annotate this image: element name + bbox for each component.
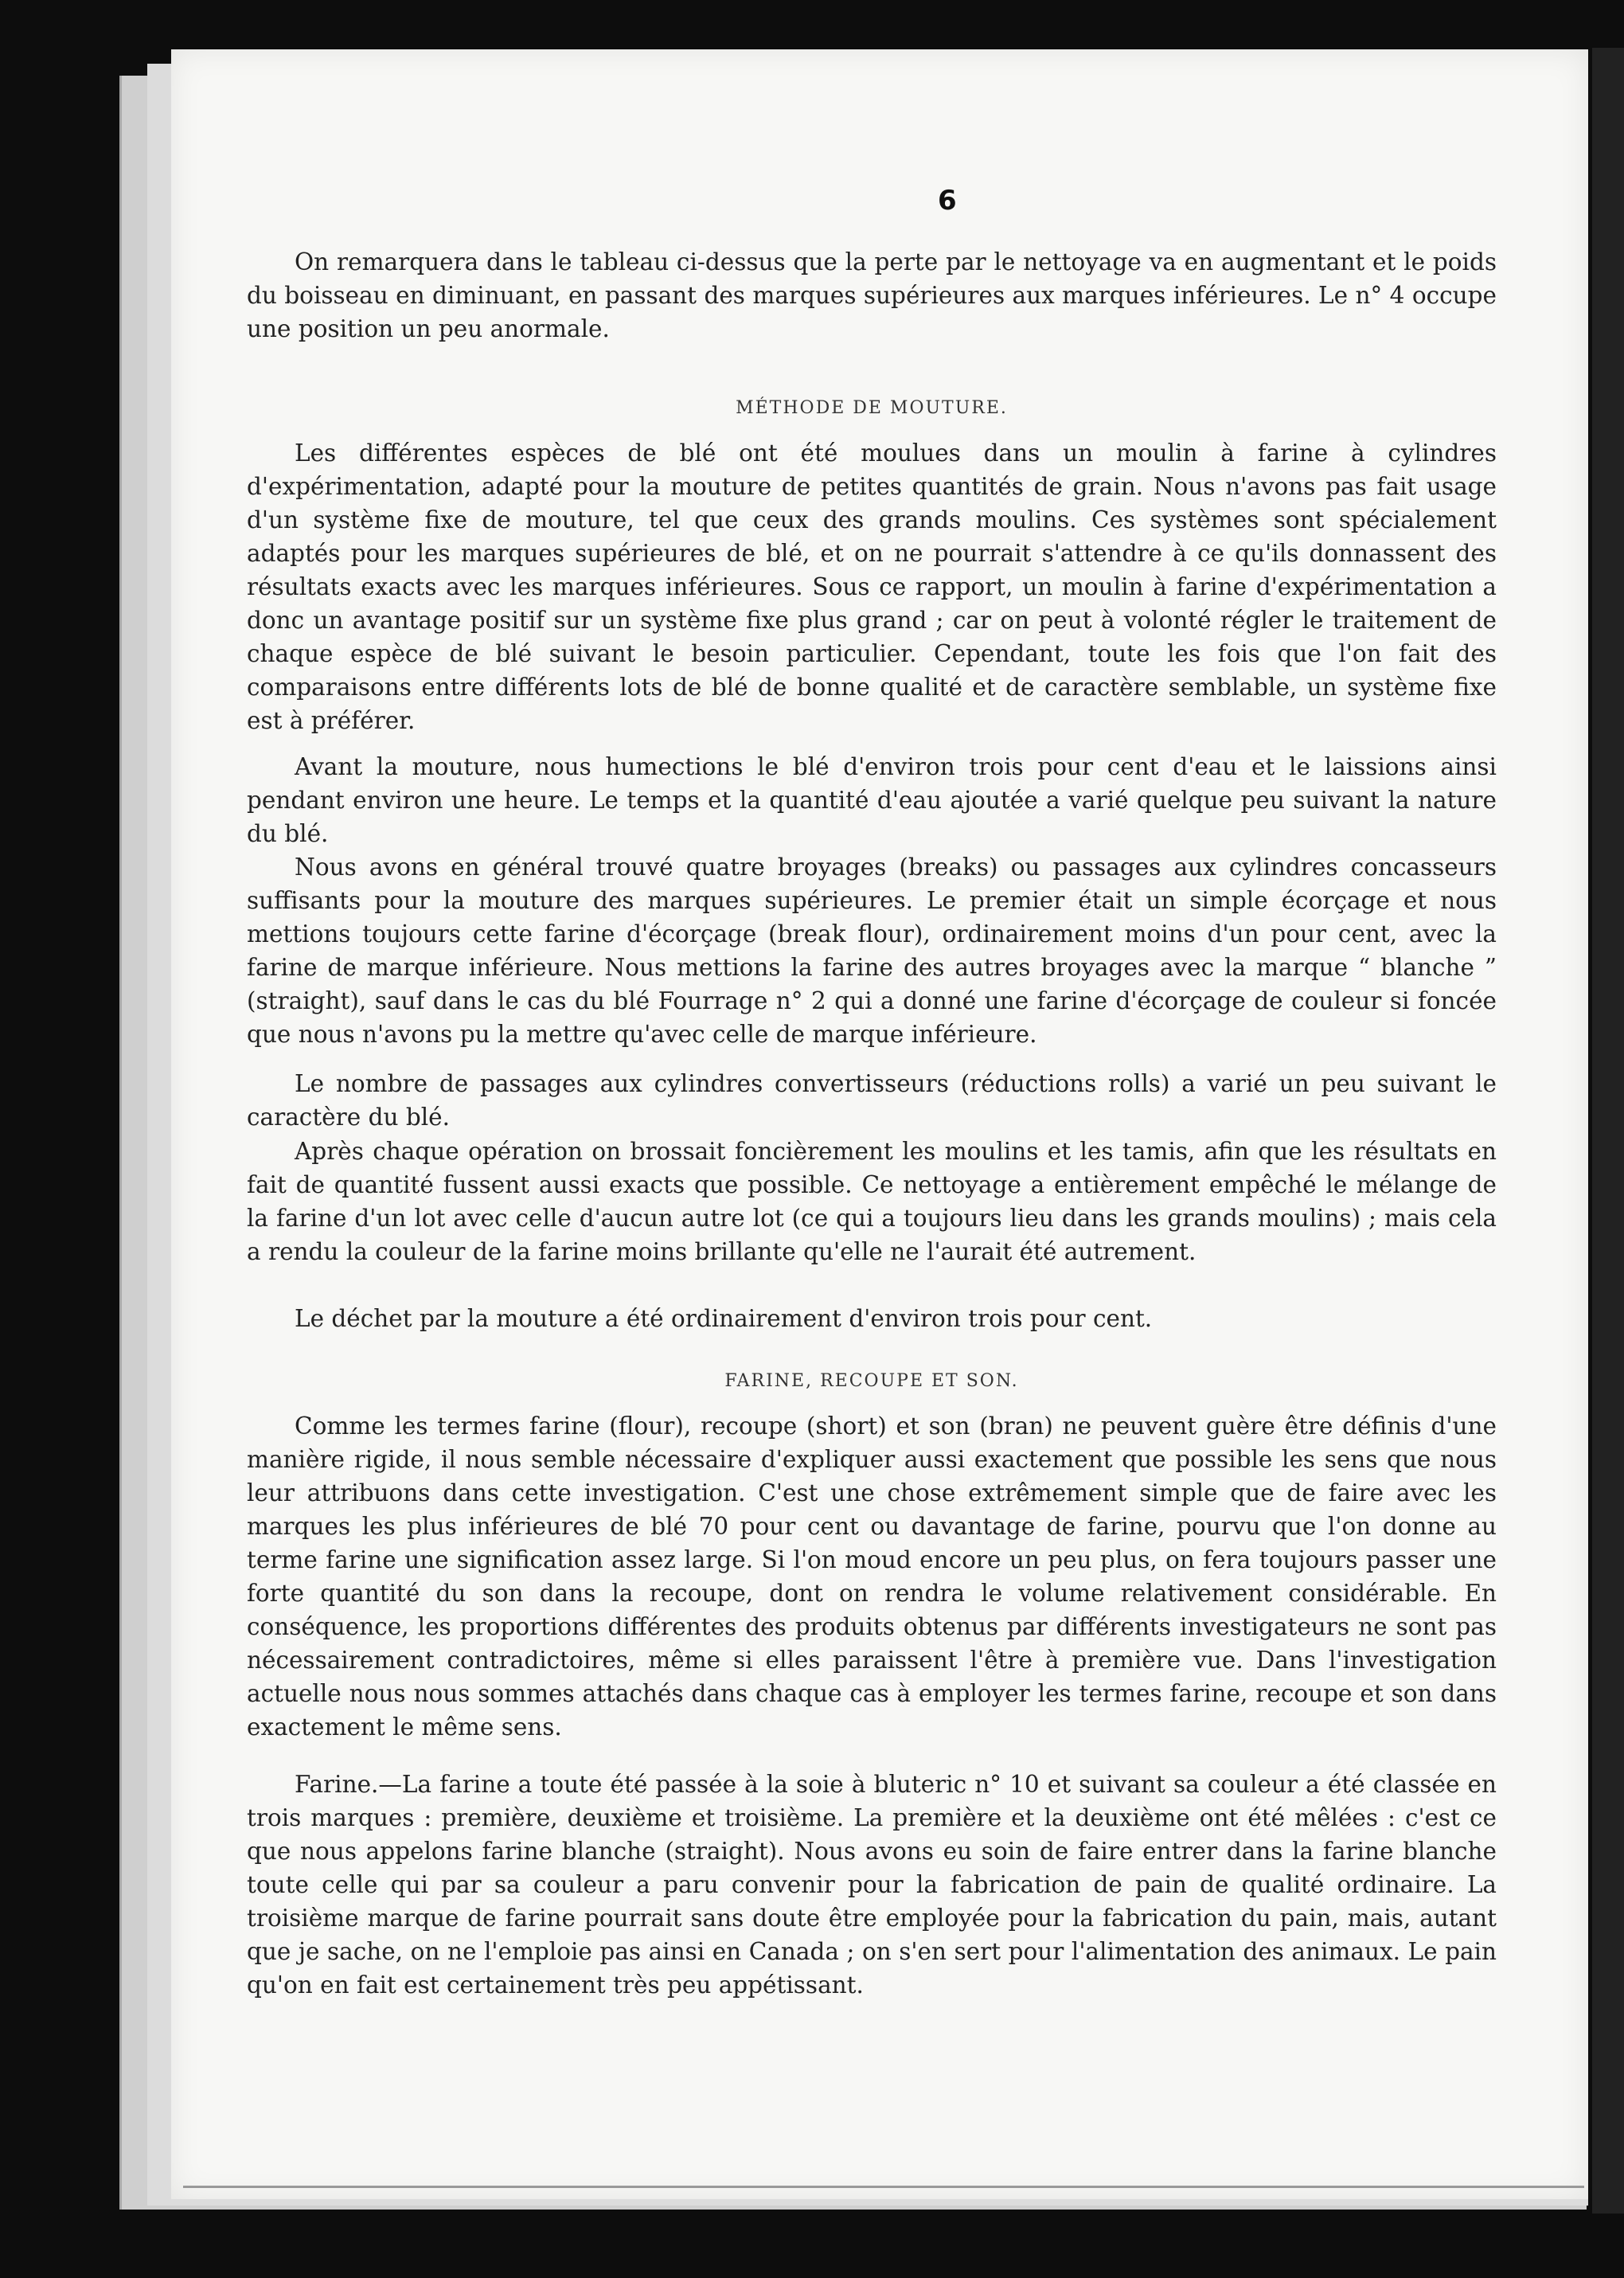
paragraph: Le déchet par la mouture a été ordinairement d'environ trois pour cent. bbox=[295, 1305, 1153, 1332]
page-bottom-edge bbox=[183, 2186, 1584, 2188]
section-heading-methode: MÉTHODE DE MOUTURE. bbox=[736, 398, 1008, 418]
book-spine bbox=[1592, 48, 1624, 2214]
page-number: 6 bbox=[938, 185, 957, 217]
intro-paragraph: On remarquera dans le tableau ci-dessus que la perte par le nettoyage va en augmentant et le poids du boisseau en diminuant, en passant des marques supérieures aux marques inférieures. Le n° 4 occupe une position un peu anormale. bbox=[247, 248, 1497, 342]
paragraph: Après chaque opération on brossait foncièrement les moulins et les tamis, afin que les résultats en fait de quantité fussent aussi exacts que possible. Ce nettoyage a entièrement empêché le mélange de la farine d'un lot avec celle d'aucun autre lot (ce qui a toujours lieu dans les grands moulins) ; mais cela a rendu la couleur de la farine moins brillante qu'elle ne l'aurait été autrement. bbox=[247, 1138, 1497, 1265]
paragraph: Les différentes espèces de blé ont été moulues dans un moulin à farine à cylindres d'expérimentation, adapté pour la mouture de petites quantités de grain. Nous n'avons pas fait usage d'un système fixe de mouture, tel que ceux des grands moulins. Ces systèmes sont spécialement adaptés pour les marques supérieures de blé, et on ne pourrait s'attendre à ce qu'ils donnassent des résultats exacts avec les marques inférieures. Sous ce rapport, un moulin à farine d'expérimentation a donc un avantage positif sur un système fixe plus grand ; car on peut à volonté régler le traitement de chaque espèce de blé suivant le besoin particulier. Cependant, toute les fois que l'on fait des comparaisons entre différents lots de blé de bonne qualité et de caractère semblable, un système fixe est à préférer. bbox=[247, 440, 1497, 734]
paragraph: Comme les termes farine (flour), recoupe (short) et son (bran) ne peuvent guère être définis d'une manière rigide, il nous semble nécessaire d'expliquer aussi exactement que possible les sens que nous leur attribuons dans cette investigation. C'est une chose extrêmement simple que de faire avec les marques les plus inférieures de blé 70 pour cent ou davantage de farine, pourvu que l'on donne au terme farine une signification assez large. Si l'on moud encore un peu plus, on fera toujours passer une forte quantité du son dans la recoupe, dont on rendra le volume relativement considérable. En conséquence, les proportions différentes des produits obtenus par différents investigateurs ne sont pas nécessairement contradictoires, même si elles paraissent l'être à première vue. Dans l'investigation actuelle nous nous sommes attachés dans chaque cas à employer les termes farine, recoupe et son dans exactement le même sens. bbox=[247, 1413, 1497, 1741]
paragraph: Farine.—La farine a toute été passée à la soie à bluteric n° 10 et suivant sa couleur a été classée en trois marques : première, deuxième et troisième. La première et la deuxième ont été mêlées : c'est ce que nous appelons farine blanche (straight). Nous avons eu soin de faire entrer dans la farine blanche toute celle qui par sa couleur a paru convenir pour la fabrication de pain de qualité ordinaire. La troisième marque de farine pourrait sans doute être employée pour la fabrication du pain, mais, autant que je sache, on ne l'emploie pas ainsi en Canada ; on s'en sert pour l'alimentation des animaux. Le pain qu'on en fait est certainement très peu appétissant. bbox=[247, 1771, 1497, 1999]
paragraph: Nous avons en général trouvé quatre broyages (breaks) ou passages aux cylindres concasseurs suffisants pour la mouture des marques supérieures. Le premier était un simple écorçage et nous mettions toujours cette farine d'écorçage (break flour), ordinairement moins d'un pour cent, avec la farine de marque inférieure. Nous mettions la farine des autres broyages avec la marque “ blanche ” (straight), sauf dans le cas du blé Fourrage n° 2 qui a donné une farine d'écorçage de couleur si foncée que nous n'avons pu la mettre qu'avec celle de marque inférieure. bbox=[247, 854, 1497, 1048]
paragraph: Le nombre de passages aux cylindres convertisseurs (réductions rolls) a varié un peu suivant le caractère du blé. bbox=[247, 1070, 1497, 1131]
section-heading-farine: FARINE, RECOUPE ET SON. bbox=[724, 1371, 1019, 1391]
paragraph: Avant la mouture, nous humections le blé d'environ trois pour cent d'eau et le laissions ainsi pendant environ une heure. Le temps et la quantité d'eau ajoutée a varié quelque peu suivant la nature du blé. bbox=[247, 753, 1497, 847]
